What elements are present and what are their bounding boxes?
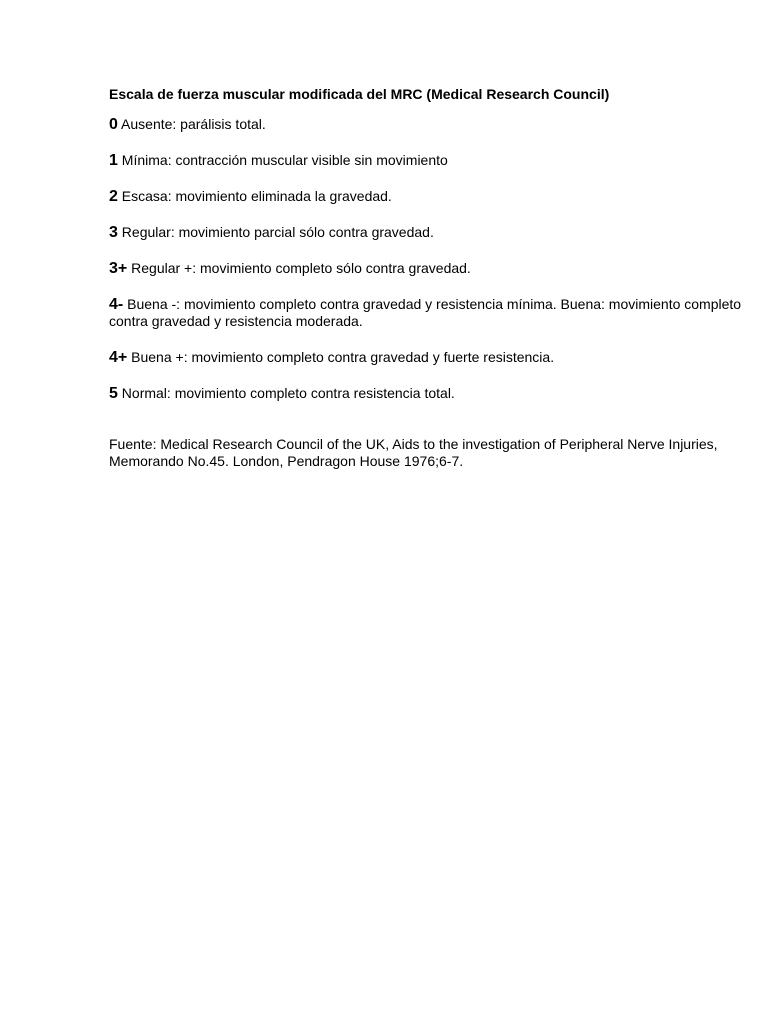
document-title: Escala de fuerza muscular modificada del MRC (Medical Research Council) bbox=[109, 86, 610, 102]
grade-description: Ausente: parálisis total. bbox=[121, 116, 266, 132]
grade-entry-2 bbox=[109, 188, 749, 205]
grade-entry-5 bbox=[109, 385, 749, 402]
grade-number: 3 bbox=[109, 224, 118, 241]
grade-entry-4-plus bbox=[109, 349, 749, 366]
grade-description: Regular +: movimiento completo sólo contra gravedad. bbox=[131, 260, 471, 276]
grade-number: 4- bbox=[109, 296, 124, 313]
document-page bbox=[109, 84, 749, 470]
grade-number: 3+ bbox=[109, 260, 128, 277]
source-citation: Fuente: Medical Research Council of the UK, Aids to the investigation of Peripheral Nerve Injuries, Memorando No.45. London, Pendragon House 1976;6-7. bbox=[109, 436, 718, 469]
grade-description: Regular: movimiento parcial sólo contra gravedad. bbox=[121, 224, 434, 240]
grade-entry-3-plus bbox=[109, 260, 749, 277]
grade-number: 1 bbox=[109, 152, 118, 169]
grade-description: Buena +: movimiento completo contra gravedad y fuerte resistencia. bbox=[131, 349, 555, 365]
grade-number: 4+ bbox=[109, 349, 128, 366]
grade-entry-3 bbox=[109, 224, 749, 241]
grade-number: 2 bbox=[109, 188, 118, 205]
grade-entry-4-minus bbox=[109, 296, 749, 330]
grade-entry-0 bbox=[109, 116, 749, 133]
grade-number: 0 bbox=[109, 116, 118, 133]
grade-description: Mínima: contracción muscular visible sin movimiento bbox=[121, 152, 448, 168]
grade-number: 5 bbox=[109, 385, 118, 402]
grade-description: Buena -: movimiento completo contra gravedad y resistencia mínima. Buena: movimiento completo contra gravedad y resistencia moderada. bbox=[109, 296, 742, 329]
grade-description: Escasa: movimiento eliminada la gravedad. bbox=[121, 188, 392, 204]
grade-description: Normal: movimiento completo contra resistencia total. bbox=[121, 385, 455, 401]
grade-entry-1 bbox=[109, 152, 749, 169]
